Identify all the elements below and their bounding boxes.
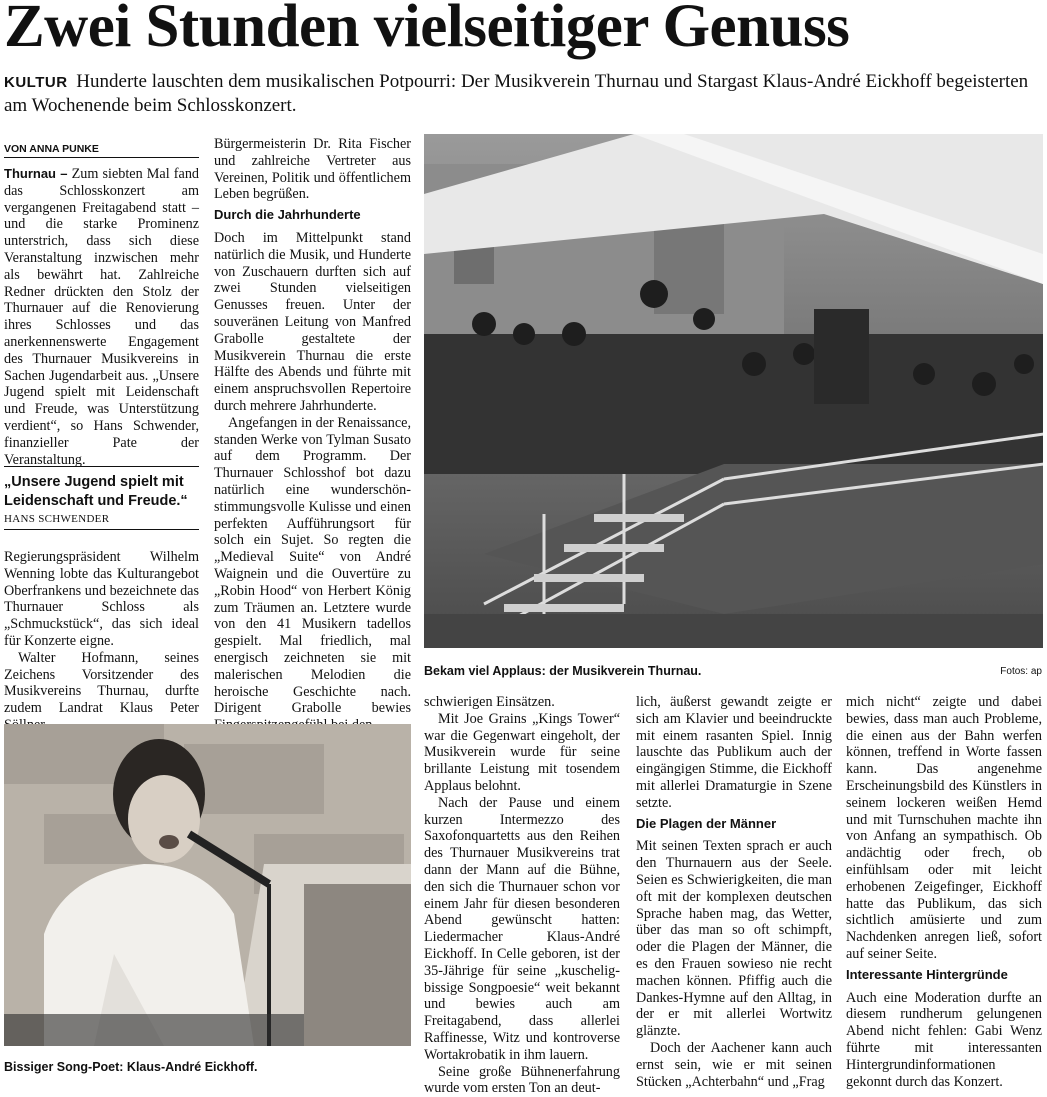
paragraph: Walter Hofmann, seines Zeichens Vorsitzender des Musikvereins Thurnau, durfte zudem Landrat Klaus Peter (4, 649, 199, 717)
byline: VON ANNA PUNKE (4, 143, 199, 158)
band-photo (424, 134, 1043, 648)
deck (4, 70, 1044, 117)
dateline: Thurnau – (4, 166, 68, 181)
deck-text: Hunderte lauschten dem musikalischen Potpourri: Der Musikverein Thurnau und Stargast Klaus-André Eickhoff begeisterten am Wochenende beim Schlosskonzert. (4, 71, 1029, 116)
paragraph-text: Zum siebten Mal fand das Schlosskonzert am vergangenen Freitagabend statt – und die starke Prominenz unterstrich, dass sich diese Veranstaltung inzwischen mehr als bewährt hat. Zahlreiche Redner drückten den Stolz der Thurnauer auf die Renovierung ihres Schlosses und das anerkennenswerte Engagement des Thurnauer Musikvereins in Sachen Jugendarbeit aus. „Unsere Jugend spielt mit Leidenschaft und Freude, was Unterstützung verdient“, so Hans Schwender, finanzieller Pate der Veranstaltung. (4, 166, 200, 468)
pull-quote (4, 466, 199, 530)
paragraph: Doch der Aachener kann auch ernst sein, wie er mit seinen Stücken „Achterbahn“ und „Frag (636, 1039, 832, 1090)
quote-source: HANS SCHWENDER (4, 513, 110, 525)
column-5 (846, 694, 1042, 1090)
column-1-bottom (4, 549, 199, 734)
photo-credit: Fotos: ap (1000, 666, 1042, 677)
quote-text: „Unsere Jugend spielt mit Leidenschaft und Freude.“ (4, 474, 188, 509)
column-3 (424, 694, 620, 1097)
singer-photo (4, 724, 411, 1046)
paragraph (4, 166, 199, 468)
paragraph: Mit seinen Texten sprach er auch den Thurnauern aus der Seele. Seien es Schwierigkeiten, die man oft mit der komplexen deutschen Sprache haben mag, das Wetter, über das man so oft schimpft, oder die Plagen der Männer, die es den Frauen sowieso nie recht machen können. Pfiffig auch die Dankes-Hymne auf den Alltag, in der er mit allerlei Wortwitz glänzte. (636, 838, 832, 1040)
paragraph: lich, äußerst gewandt zeigte er sich am Klavier und beeindruckte mit einem rasanten Spiel. Innig lauschte das Publikum auch der eingängigen Stimme, die Eickhoff mit allerlei Dramaturgie in Szene setzte. (636, 694, 832, 811)
subhead: Interessante Hintergründe (846, 966, 1008, 982)
paragraph: mich nicht“ zeigte und dabei bewies, dass man auch Probleme, die einen aus der Bahn werfen können, treffend in Worte fassen kann. Das angenehme Erscheinungsbild des Künstlers in seinem lockeren weißen Hemd und mit Turnschuhen machte ihn von Anfang an sympathisch. Ob andächtig oder frech, ob einfühlsam oder mit leicht erhobenen Zeigefinger, Eickhoff hatte das Publikum, das sich sichtlich amüsierte und zum Nachdenken anregen ließ, sofort auf seiner Seite. (846, 694, 1042, 962)
column-2 (214, 136, 411, 734)
band-photo-image (424, 134, 1043, 648)
paragraph: Mit Joe Grains „Kings Tower“ war die Gegenwart eingeholt, der Musikverein wurde für seine brillante Leistung mit tosendem Applaus belohnt. (424, 710, 620, 794)
paragraph: Doch im Mittelpunkt stand natürlich die Musik, und Hunderte von Zuschauern durften sich auf zwei Stunden vielseitigen Genusses freuen. Unter der souveränen Leitung von Manfred Grabolle gestaltete der Musikverein Thurnau die erste Hälfte des Abends und führte mit einem anspruchsvollen Repertoire durch mehrere Jahrhunderte. (214, 229, 411, 414)
paragraph: Auch eine Moderation durfte an diesem rundherum gelungenen Abend nicht fehlen: Gabi Wenz führte mit interessanten Hintergrundinformationen gekonnt durch das Konzert. (846, 989, 1042, 1090)
paragraph: Angefangen in der Renaissance, standen Werke von Tylman Susato auf dem Programm. Der Thurnauer Schlosshof bot dazu natürlich eine wunderschön-stimmungsvolle Kulisse und einen perfekten Aufführungsort für solch ein Sujet. So regten die „Medieval Suite“ von André Waignein und die Ouvertüre zu „Robin Hood“ von Herbert König zum Träumen an. Letztere wurde von den 41 Musikern tadellos gespielt. Mal friedlich, mal energisch zeichneten sie mit malerischen Melodien die heroische Geschichte nach. Dirigent Grabolle bewies (214, 414, 411, 717)
singer-photo-caption: Bissiger Song-Poet: Klaus-André Eickhoff. (4, 1060, 258, 1074)
paragraph: Regierungspräsident Wilhelm Wenning lobte das Kulturangebot Oberfrankens und bezeichnete das Thurnauer Schloss als „Schmuckstück“, das sich ideal für Konzerte eigne. (4, 549, 199, 649)
band-photo-caption: Bekam viel Applaus: der Musikverein Thurnau. (424, 664, 702, 678)
subhead: Die Plagen der Männer (636, 815, 777, 831)
paragraph: Bürgermeisterin Dr. Rita Fischer und zahlreiche Vertreter aus Vereinen, Politik und öffentlichem Leben begrüßen. (214, 136, 411, 203)
singer-photo-image (4, 724, 411, 1046)
kicker: KULTUR (4, 74, 68, 91)
subhead: Durch die Jahrhunderte (214, 207, 361, 223)
column-1-top (4, 166, 199, 468)
headline: Zwei Stunden vielseitiger Genuss (4, 0, 850, 60)
paragraph: Nach der Pause und einem kurzen Intermezzo des Saxofonquartetts aus den Reihen des Thurnauer Musikvereins trat dann der Mann auf die Bühne, den sich die Thurnauer schon vor einem Jahr für diesen besonderen Abend gewünscht hatten: Liedermacher Klaus-André Eickhoff. In Celle geboren, ist der 35-Jährige für seine „kuschelig-bissige Songpoesie“ weit bekannt und bewies auch am Freitagabend, dass allerlei Raffinesse, Witz und kontroverse Wortakrobatik in ihm lauern. (424, 794, 620, 1063)
paragraph: Seine große Bühnenerfahrung wurde vom ersten Ton an deut- (424, 1063, 620, 1097)
paragraph: schwierigen Einsätzen. (424, 694, 555, 710)
column-4 (636, 694, 832, 1090)
